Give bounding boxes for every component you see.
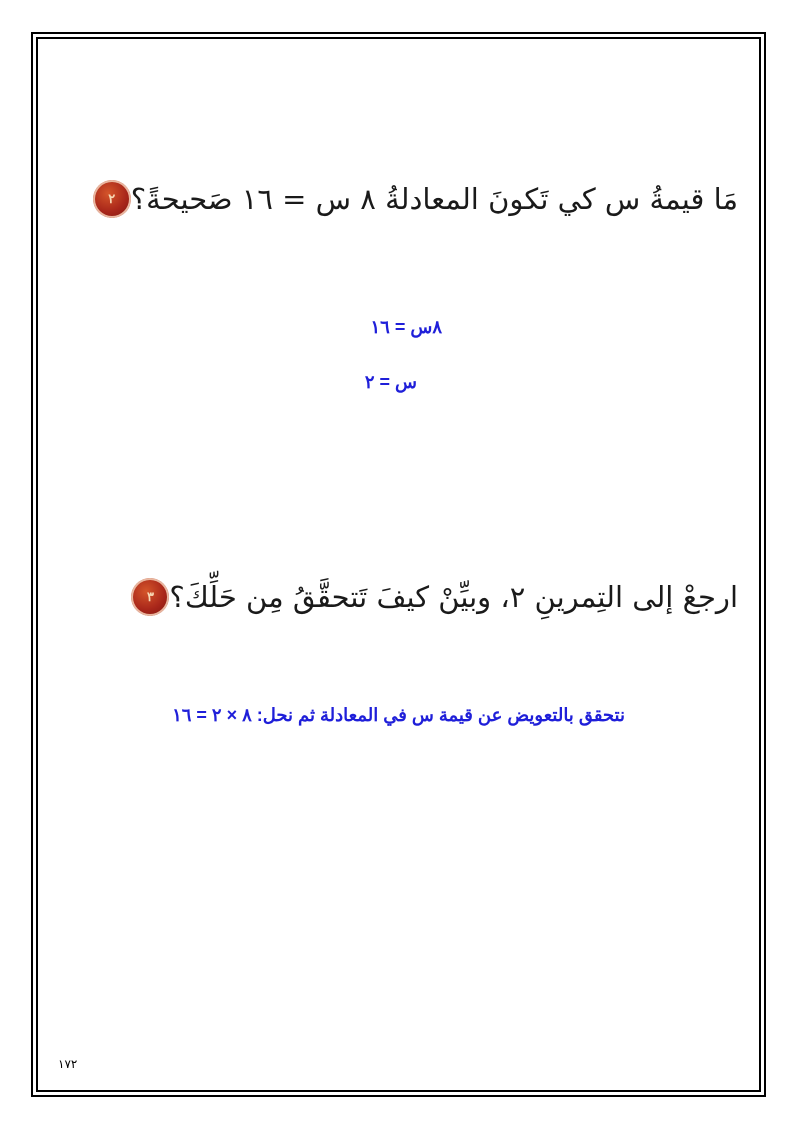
answer-2-line-1: ٨س = ١٦ [370, 317, 442, 337]
answer-3-text: نتحقق بالتعويض عن قيمة س في المعادلة ثم نحل: ٨ × ٢ = ١٦ [172, 705, 625, 725]
question-3-text: ارجعْ إلى التِمرينِ ٢، وبيِّنْ كيفَ تَتحقَّقُ مِن حَلِّكَ؟ [169, 580, 738, 614]
question-3-number-badge [131, 578, 169, 616]
page-number: ١٧٢ [58, 1057, 78, 1071]
question-3 [109, 578, 738, 616]
question-2-number: ٢ [108, 191, 116, 207]
question-2-text: مَا قيمةُ س كي تَكونَ المعادلةُ ٨ س = ١٦ صَحيحةً؟ [130, 182, 738, 216]
question-2-number-badge [93, 180, 131, 218]
question-2 [71, 180, 738, 218]
answer-2-line-2: س = ٢ [364, 372, 417, 392]
question-3-number: ٣ [146, 589, 154, 605]
